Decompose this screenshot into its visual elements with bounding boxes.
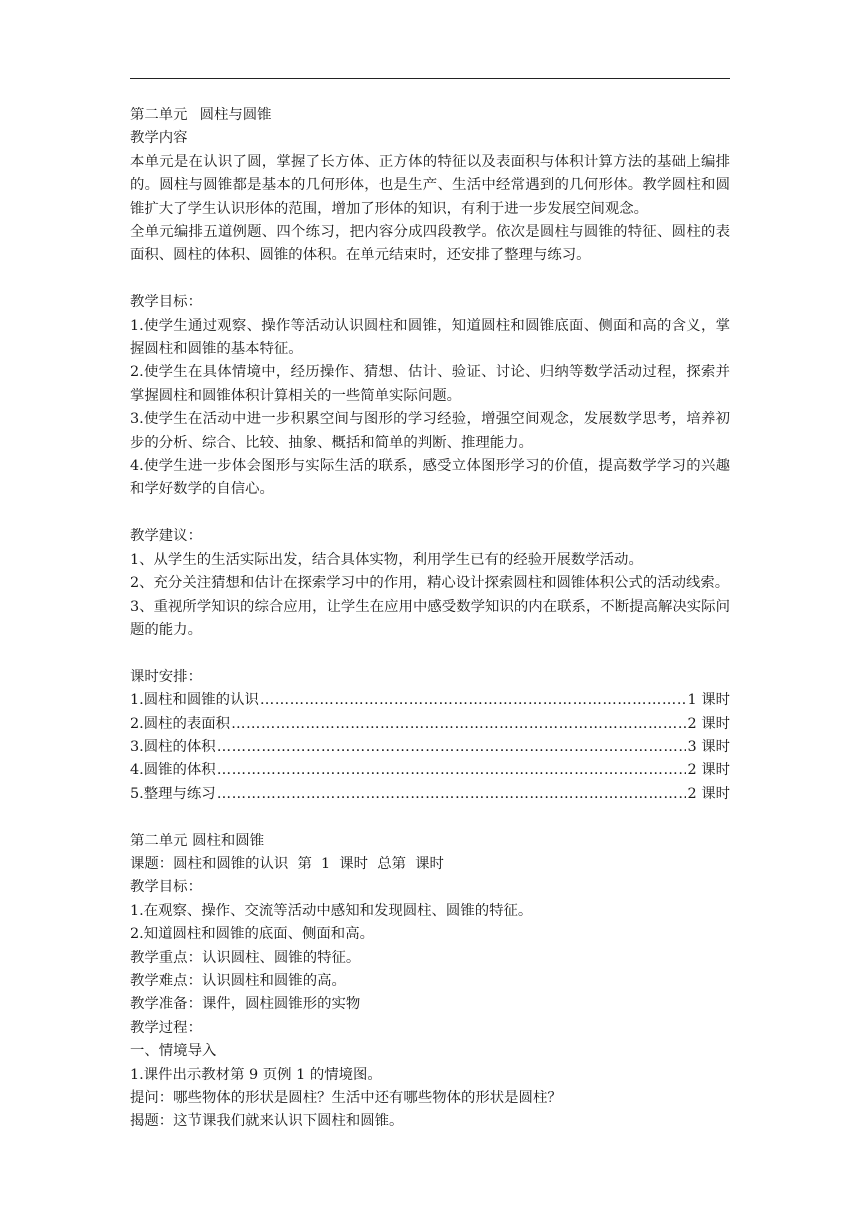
document-body — [130, 104, 730, 1134]
key-point: 教学重点：认识圆柱、圆锥的特征。 — [130, 949, 361, 966]
teaching-goals-heading: 教学目标： — [130, 294, 202, 311]
paragraph: 全单元编排五道例题、四个练习，把内容分成四段教学。依次是圆柱与圆锥的特征、圆柱的表面积、圆柱的体积、圆锥的体积。在单元结束时，还安排了整理与练习。 — [130, 224, 730, 264]
header-rule — [130, 78, 730, 79]
suggestion-item: 3、重视所学知识的综合应用，让学生在应用中感受数学知识的内在联系，不断提高解决实际问题的能力。 — [130, 598, 730, 638]
lesson-goal: 2.知道圆柱和圆锥的底面、侧面和高。 — [130, 926, 374, 943]
goal-item: 2.使学生在具体情境中，经历操作、猜想、估计、验证、讨论、归纳等数学活动过程，探索并掌握圆柱和圆锥体积计算相关的一些简单实际问题。 — [130, 364, 730, 404]
lesson-topic-line: 课题：圆柱和圆锥的认识 第 1 课时 总第 课时 — [130, 855, 444, 872]
teaching-suggestions-heading: 教学建议： — [130, 528, 202, 545]
schedule-row: 5.整理与练习 …………………………………………………………………………………………………………………………………………………… 2 课时 — [130, 783, 730, 806]
lesson-unit-line: 第二单元 圆柱和圆锥 — [130, 832, 265, 849]
difficulty: 教学难点：认识圆柱和圆锥的高。 — [130, 972, 346, 989]
goal-item: 4.使学生进一步体会图形与实际生活的联系，感受立体图形学习的价值，提高数学学习的兴趣和学好数学的自信心。 — [130, 458, 730, 498]
paragraph: 本单元是在认识了圆，掌握了长方体、正方体的特征以及表面积与体积计算方法的基础上编排的。圆柱与圆锥都是基本的几何形体，也是生产、生活中经常遇到的几何形体。教学圆柱和圆锥扩大了学生认识形体的范围，增加了形体的知识，有利于进一步发展空间观念。 — [130, 153, 730, 217]
process-step: 提问：哪些物体的形状是圆柱？生活中还有哪些物体的形状是圆柱？ — [130, 1090, 562, 1106]
suggestion-item: 2、充分关注猜想和估计在探索学习中的作用，精心设计探索圆柱和圆锥体积公式的活动线索。 — [130, 575, 730, 592]
lesson-goal: 1.在观察、操作、交流等活动中感知和发现圆柱、圆锥的特征。 — [130, 902, 533, 919]
section-heading: 一、情境导入 — [130, 1043, 217, 1060]
schedule-row: 1.圆柱和圆锥的认识 …………………………………………………………………………………………………………………………………………………… 1 课时 — [130, 689, 730, 712]
schedule-row: 2.圆柱的表面积 …………………………………………………………………………………………………………………………………………………… 2 课时 — [130, 713, 730, 736]
process-heading: 教学过程： — [130, 1019, 202, 1036]
suggestion-item: 1、从学生的生活实际出发，结合具体实物，利用学生已有的经验开展数学活动。 — [130, 551, 643, 568]
schedule-heading: 课时安排： — [130, 668, 202, 685]
schedule-row: 3.圆柱的体积 …………………………………………………………………………………………………………………………………………………… 3 课时 — [130, 736, 730, 759]
preparation: 教学准备：课件，圆柱圆锥形的实物 — [130, 996, 361, 1013]
unit-heading: 第二单元 圆柱与圆锥 — [130, 107, 272, 123]
goal-item: 1.使学生通过观察、操作等活动认识圆柱和圆锥，知道圆柱和圆锥底面、侧面和高的含义，掌握圆柱和圆锥的基本特征。 — [130, 317, 730, 358]
teaching-content-heading: 教学内容 — [130, 130, 188, 147]
goal-item: 3.使学生在活动中进一步积累空间与图形的学习经验，增强空间观念，发展数学思考，培养初步的分析、综合、比较、抽象、概括和简单的判断、推理能力。 — [130, 411, 730, 451]
lesson-goals-heading: 教学目标： — [130, 879, 202, 896]
process-step: 揭题：这节课我们就来认识下圆柱和圆锥。 — [130, 1113, 404, 1130]
process-step: 1.课件出示教材第 9 页例 1 的情境图。 — [130, 1066, 382, 1083]
schedule-row: 4.圆锥的体积 …………………………………………………………………………………………………………………………………………………… 2 课时 — [130, 759, 730, 782]
